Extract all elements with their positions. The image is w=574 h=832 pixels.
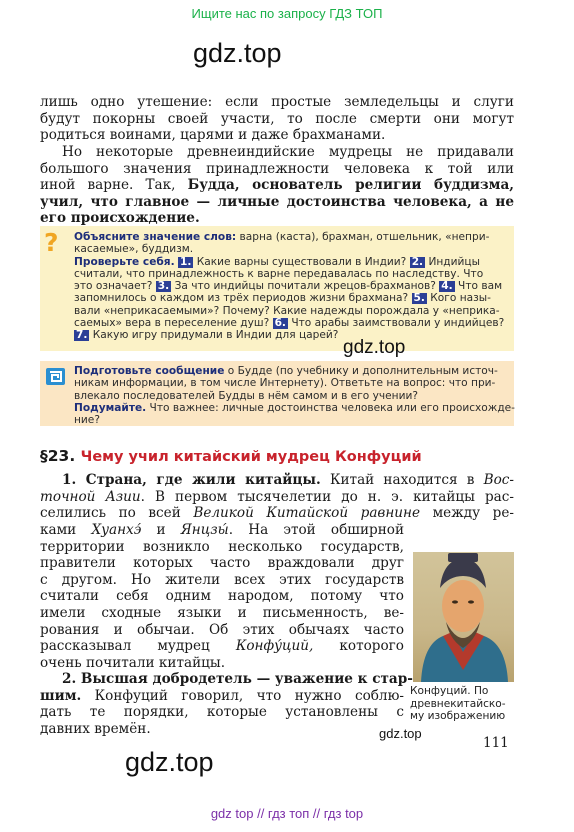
text-line: будут покорны своей участи, то после смерти они могут (40, 110, 514, 127)
text-line: лишь одно утешение: если простые земледельцы и слуги (40, 94, 514, 110)
section2-body: 2. Высшая добродетель — уважение к стар- шим. Конфуций говорил, что нужно соблю- дать те порядки, которые установлены с давних времён. (40, 671, 413, 737)
confucius-portrait (413, 552, 514, 682)
intro-paragraph (40, 94, 514, 144)
buddha-paragraph (40, 144, 514, 227)
watermark-top: gdz.top (193, 38, 282, 68)
text-line: родиться воинами, царями и даже брахманами. (40, 127, 386, 144)
footer-links[interactable]: gdz top // гдз топ // гдз top (210, 806, 364, 821)
questions-text: Объясните значение слов: варна (каста), брахман, отшельник, «непри- касаемые», буддизм. Проверьте себя. 1. Какие варны существовали в Индии? 2. Индийцы считали, что принадлежность к варне передавалась по наследству. Что это означает? 3. За что индийцы почитали жрецов-брахманов? 4. Что вам запомнилось о каждом из трёх периодов жизни брахмана? 5. Кого назы- вали «неприкасаемыми»? Почему? Какие надежды порождала у «неприка- саемых» вера в переселение душ? 6. Что арабы заимствовали у индийцев? 7. Какую игру придумали в Индии для царей? (74, 231, 505, 342)
spiral-icon (46, 368, 65, 385)
text-line: учил, что главное — личные достоинства человека, а не (40, 193, 514, 210)
watermark-middle: gdz.top (343, 337, 406, 358)
text-line: Но некоторые древнеиндийские мудрецы не придавали (62, 144, 514, 160)
watermark-bottom: gdz.top (125, 747, 214, 777)
section1-body: ками Хуанхэ́ и Янцзы́. На этой обширной территории возникло несколько государств, правители которых часто враждовали друг с другом. Но жители всех этих государств считали себя одним народом, потому что имели сходные языки и письменность, ве- рования и обычаи. Об этих обычаях часто рассказывал мудрец Конфу́ций, которого очень почитали китайцы. (40, 522, 405, 671)
text-line: иной варне. Так, Будда, основатель религии буддизма, (40, 177, 514, 194)
page-number: 111 (483, 735, 509, 751)
text-line: его происхождение. (40, 210, 200, 227)
text-line: большого значения принадлежности человека к той или (40, 160, 514, 177)
portrait-caption: Конфуций. По древнекитайско- му изображению (410, 685, 506, 722)
section-title: §23. Чему учил китайский мудрец Конфуций (40, 447, 422, 465)
watermark-small: gdz.top (379, 726, 422, 741)
question-mark-icon: ? (44, 228, 59, 257)
section1-top: 1. Страна, где жили китайцы. Китай находится в Вос- точной Азии. В первом тысячелетии до н. э. китайцы рас- селились по всей Великой Китайской равнине между ре- (40, 472, 514, 522)
prepare-text: Подготовьте сообщение о Будде (по учебнику и дополнительным источ- никам информации, в том числе Интернету). Ответьте на вопрос: что при- влекало последователей Будды в нём самом и в его учении? Подумайте. Что важнее: личные достоинства человека или его происхожде- ние? (74, 365, 515, 427)
top-banner[interactable]: Ищите нас по запросу ГДЗ ТОП (191, 6, 383, 21)
